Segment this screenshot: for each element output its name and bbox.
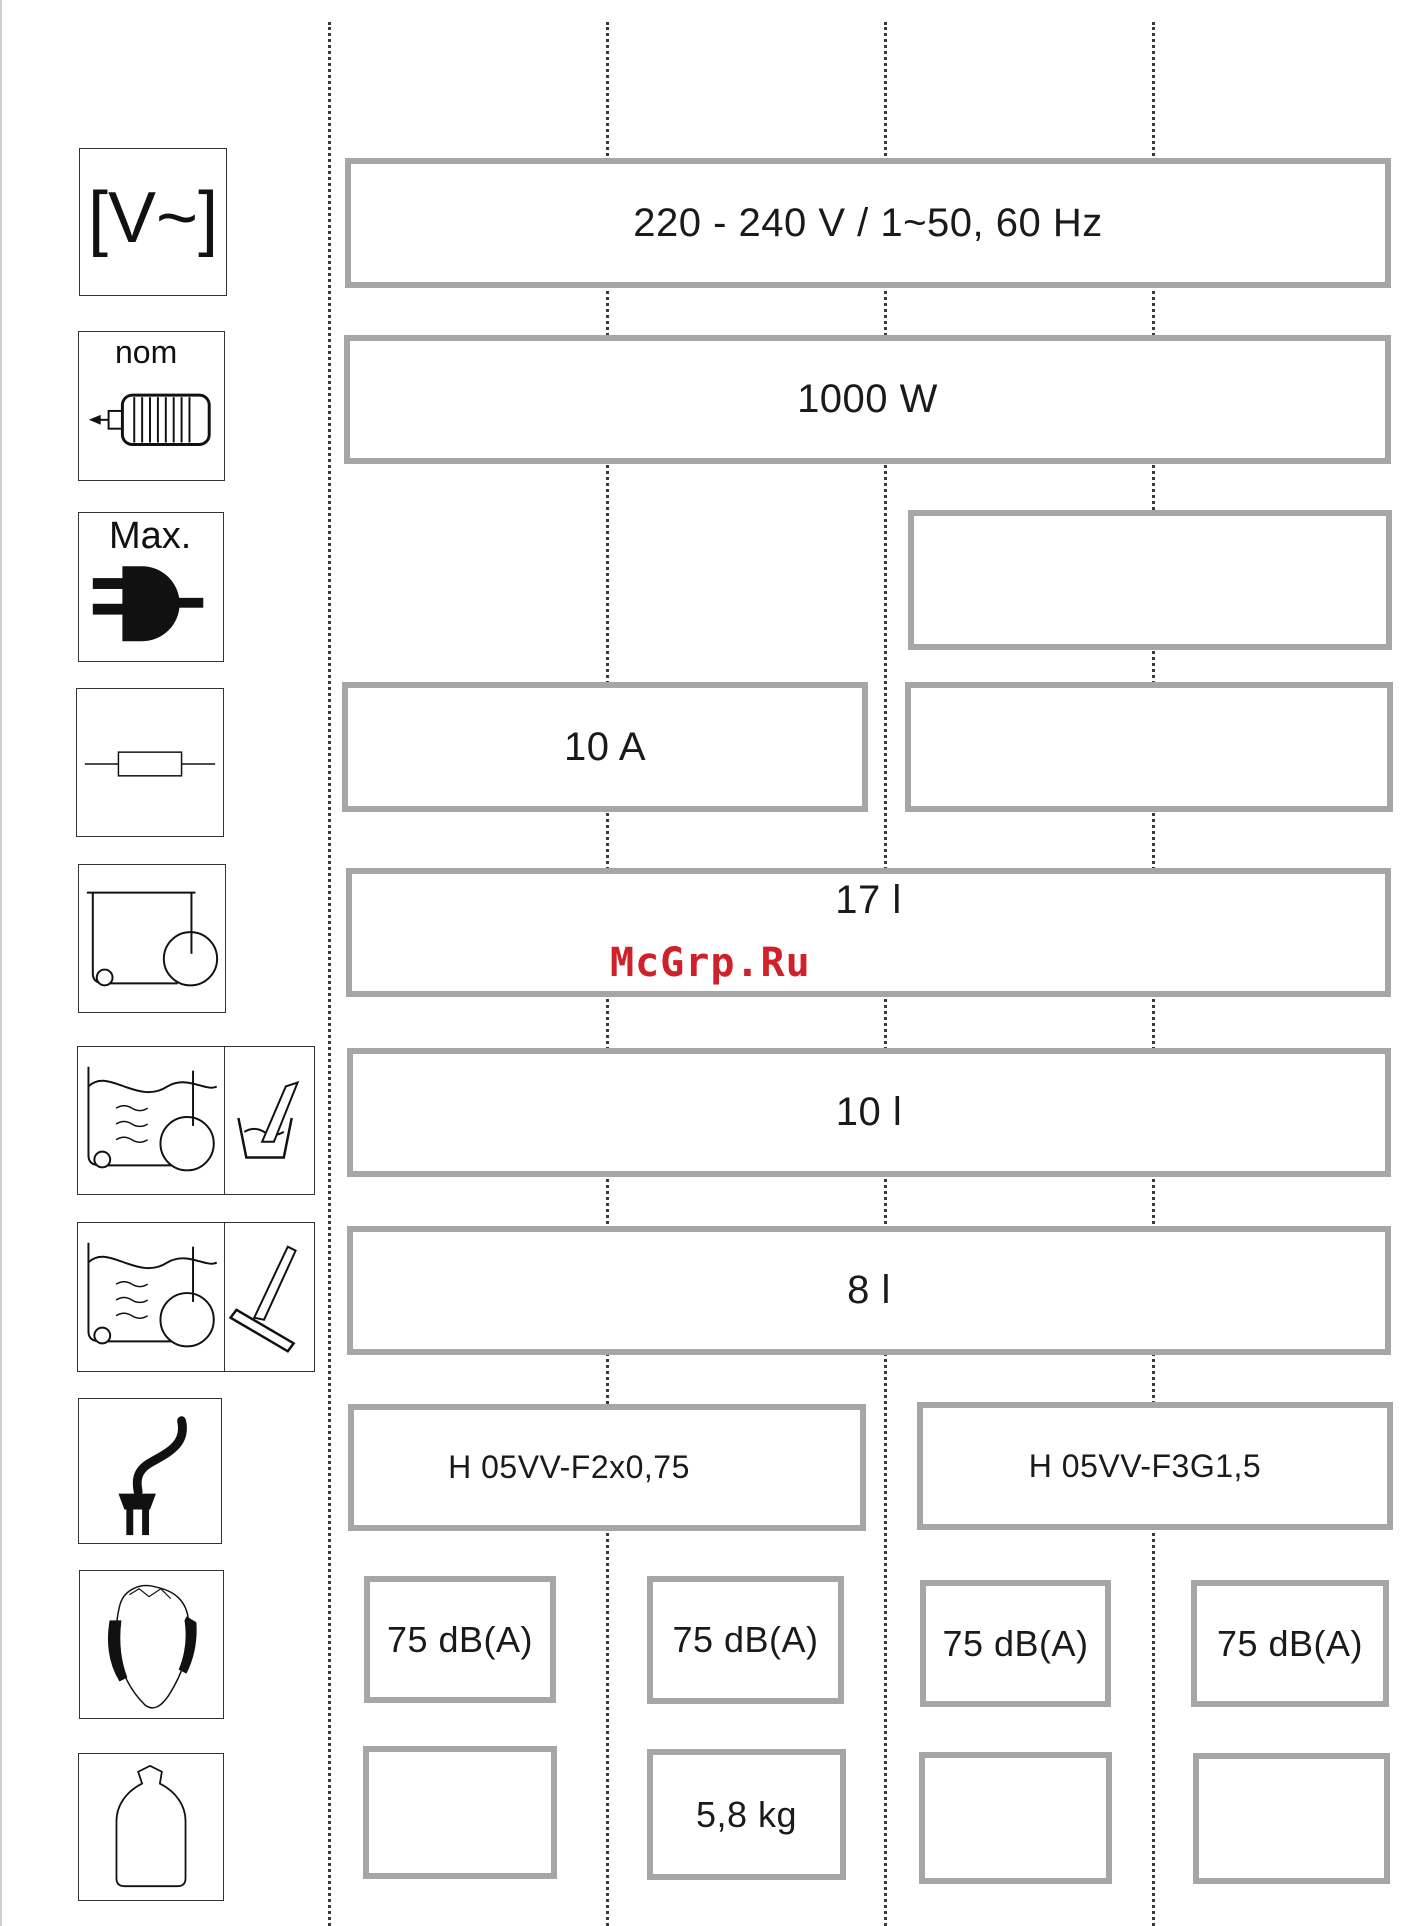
floor-volume-value-box (347, 1226, 1391, 1355)
noise-value-4: 75 dB(A) (1216, 1622, 1364, 1664)
tank-drawing (79, 865, 225, 1012)
tank-icon (78, 864, 226, 1013)
noise-value-box-1 (364, 1576, 556, 1703)
cable-value-left: H 05VV-F2x0,75 (448, 1449, 690, 1485)
weight-value-box-2 (647, 1749, 846, 1880)
voltage-icon (79, 148, 227, 296)
fuse-value-box-right (905, 682, 1393, 812)
nom-label: nom (115, 334, 178, 370)
water-suction-icon (77, 1046, 315, 1195)
motor-drawing (79, 332, 224, 480)
cable-value-right: H 05VV-F3G1,5 (1028, 1447, 1262, 1484)
power-value-box (344, 335, 1391, 464)
tank-value: 17 l (835, 878, 902, 922)
noise-value-2: 75 dB(A) (672, 1619, 819, 1660)
water-volume-value: 10 l (835, 1090, 903, 1134)
weight-value-2: 5,8 kg (695, 1793, 798, 1835)
noise-value-box-2 (647, 1576, 844, 1704)
noise-value-1: 75 dB(A) (386, 1618, 534, 1660)
noise-value-3: 75 dB(A) (942, 1622, 1089, 1664)
motor-icon (78, 331, 225, 481)
cable-value-box-right (917, 1402, 1393, 1530)
noise-value-box-3 (920, 1580, 1111, 1707)
cable-drawing (79, 1399, 221, 1543)
column-separator (328, 22, 331, 1926)
weight-icon (78, 1753, 224, 1901)
voltage-symbol: [V~] (88, 178, 219, 258)
floor-suction-icon (77, 1222, 315, 1372)
power-value: 1000 W (797, 377, 938, 421)
max-socket-value-box (908, 510, 1392, 650)
water-suction-drawing (78, 1047, 314, 1194)
voltage-value-box (345, 158, 1391, 288)
cable-value-box-left (348, 1404, 866, 1531)
weight-value-box-3 (919, 1752, 1112, 1884)
fuse-value-box-left (342, 682, 868, 812)
plug-icon (79, 513, 223, 661)
weight-value-box-1 (363, 1746, 557, 1879)
fuse-drawing (77, 689, 223, 836)
watermark: McGrp.Ru (610, 940, 811, 986)
water-volume-value-box (347, 1048, 1391, 1177)
fuse-icon (76, 688, 224, 837)
ear-protection-icon (79, 1570, 224, 1719)
noise-value-box-4 (1191, 1580, 1389, 1707)
fuse-value-left: 10 A (563, 724, 647, 769)
weight-value-box-4 (1193, 1753, 1390, 1884)
max-label: Max. (109, 515, 192, 557)
tank-value-box (346, 868, 1391, 997)
weight-drawing (79, 1754, 223, 1900)
voltage-value: 220 - 240 V / 1~50, 60 Hz (633, 200, 1103, 245)
floor-volume-value: 8 l (847, 1268, 891, 1312)
power-cable-icon (78, 1398, 222, 1544)
ear-protection-drawing (80, 1571, 223, 1718)
floor-suction-drawing (78, 1223, 314, 1371)
max-socket-icon (78, 512, 224, 662)
